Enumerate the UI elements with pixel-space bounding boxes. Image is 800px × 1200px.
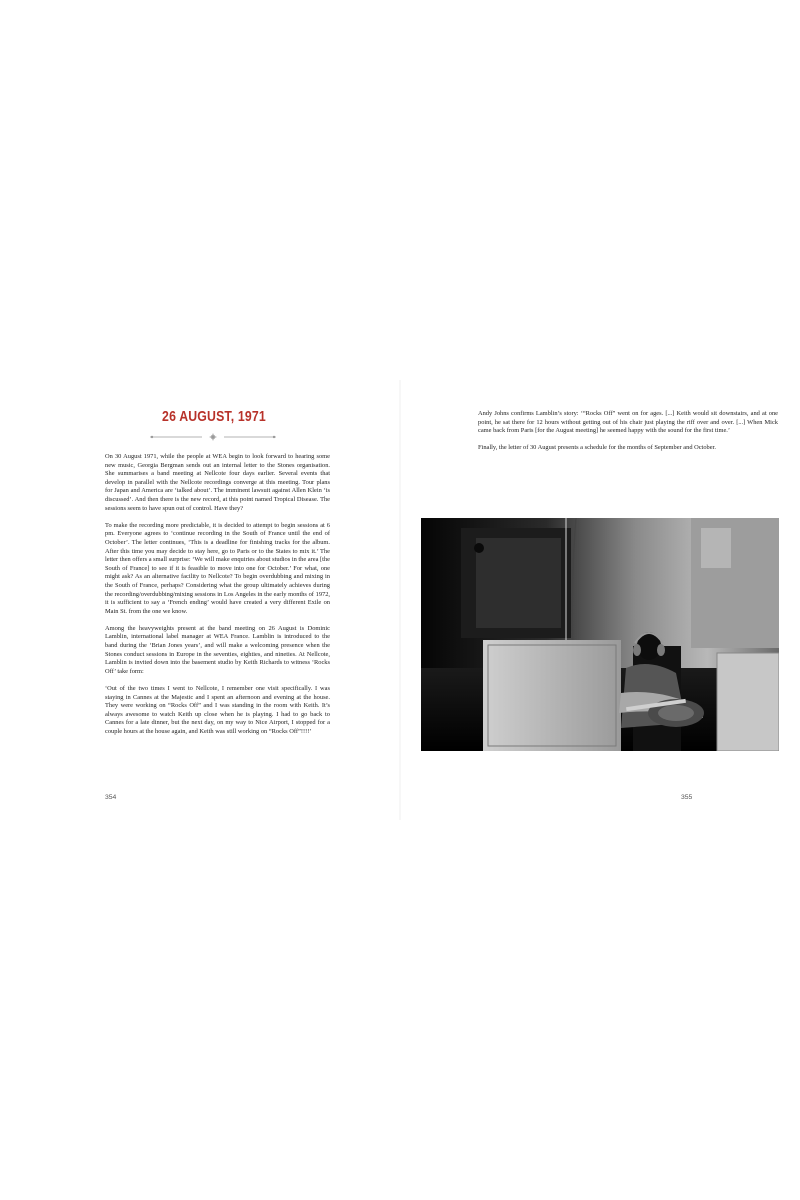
left-page-body — [105, 453, 330, 745]
page-gutter — [399, 380, 401, 820]
body-paragraph: On 30 August 1971, while the people at WEA begin to look forward to hearing some new music, Georgia Bergman sends out an internal letter to the Stones organisation. She summarises a band meeting at Nellcote four days earlier. Several events that develop in parallel with the Nellcote recordings converge at this meeting. Tour plans for Japan and America are ‘talked about’. The imminent lawsuit against Allen Klein ‘is discussed’. And then there is the new record, at this point named Tropical Disease. The sessions seem to have spun out of control. Have they? — [105, 453, 330, 512]
studio-photograph — [421, 518, 779, 751]
body-paragraph: Finally, the letter of 30 August presents a schedule for the months of September and October. — [478, 444, 716, 452]
body-paragraph: Andy Johns confirms Lamblin’s story: ‘“Rocks Off” went on for ages. [...] Keith would sit downstairs, and at one point, he sat there for 12 hours without getting out of his chair just playing the riff over and over. [...] When Mick came back from Paris [for the August meeting] he seemed happy with the sound for the first time.’ — [478, 410, 778, 435]
right-page-body — [478, 410, 778, 462]
body-paragraph: ‘Out of the two times I went to Nellcote, I remember one visit specifically. I was staying in Cannes at the Majestic and I spent an afternoon and evening at the house. They were working on “Rocks Off” and I was standing in the room with Keith. It’s always awesome to watch Keith up close when he is playing. I had to go back to Cannes for a late dinner, but the next day, on my way to Nice Airport, I stopped for a couple hours at the house again, and Keith was still working on “Rocks Off”!!!!’ — [105, 685, 330, 735]
body-paragraph: Among the heavyweights present at the band meeting on 26 August is Dominic Lamblin, international label manager at WEA France. Lamblin is introduced to the band during the ‘Brian Jones years’, and will make a welcoming presence when the Stones conduct sessions in Europe in the seventies, eighties, and nineties. At Nellcote, Lamblin is invited down into the basement studio by Keith Richards to witness ‘Rocks Off’ take form: — [105, 624, 330, 675]
page-number-left: 354 — [105, 794, 117, 801]
ornament-star-icon — [150, 430, 276, 444]
page-number-right: 355 — [681, 794, 693, 801]
chapter-heading: 26 AUGUST, 1971 — [162, 408, 266, 425]
body-paragraph: To make the recording more predictable, it is decided to attempt to begin sessions at 6 pm. Everyone agrees to ‘continue recording in the South of France until the end of October’. The letter continues, ‘This is a deadline for finishing tracks for the album. After this time you may decide to stay here, go to Paris or to the States to mix it.’ The letter then offers a small surprise: ‘We will make enquiries about studios in the area [the South of France] to see if it is feasible to move into one for October.’ For what, one might ask? As an alternative facility to Nellcote? To begin overdubbing and mixing in the South of France, perhaps? Considering what the group ultimately achieves during the recording/overdubbing/mixing sessions in Los Angeles in the early months of 1972, it is sufficient to say a ‘French ending’ would have created a very different Exile on Main St. from the one we know. — [105, 521, 330, 615]
